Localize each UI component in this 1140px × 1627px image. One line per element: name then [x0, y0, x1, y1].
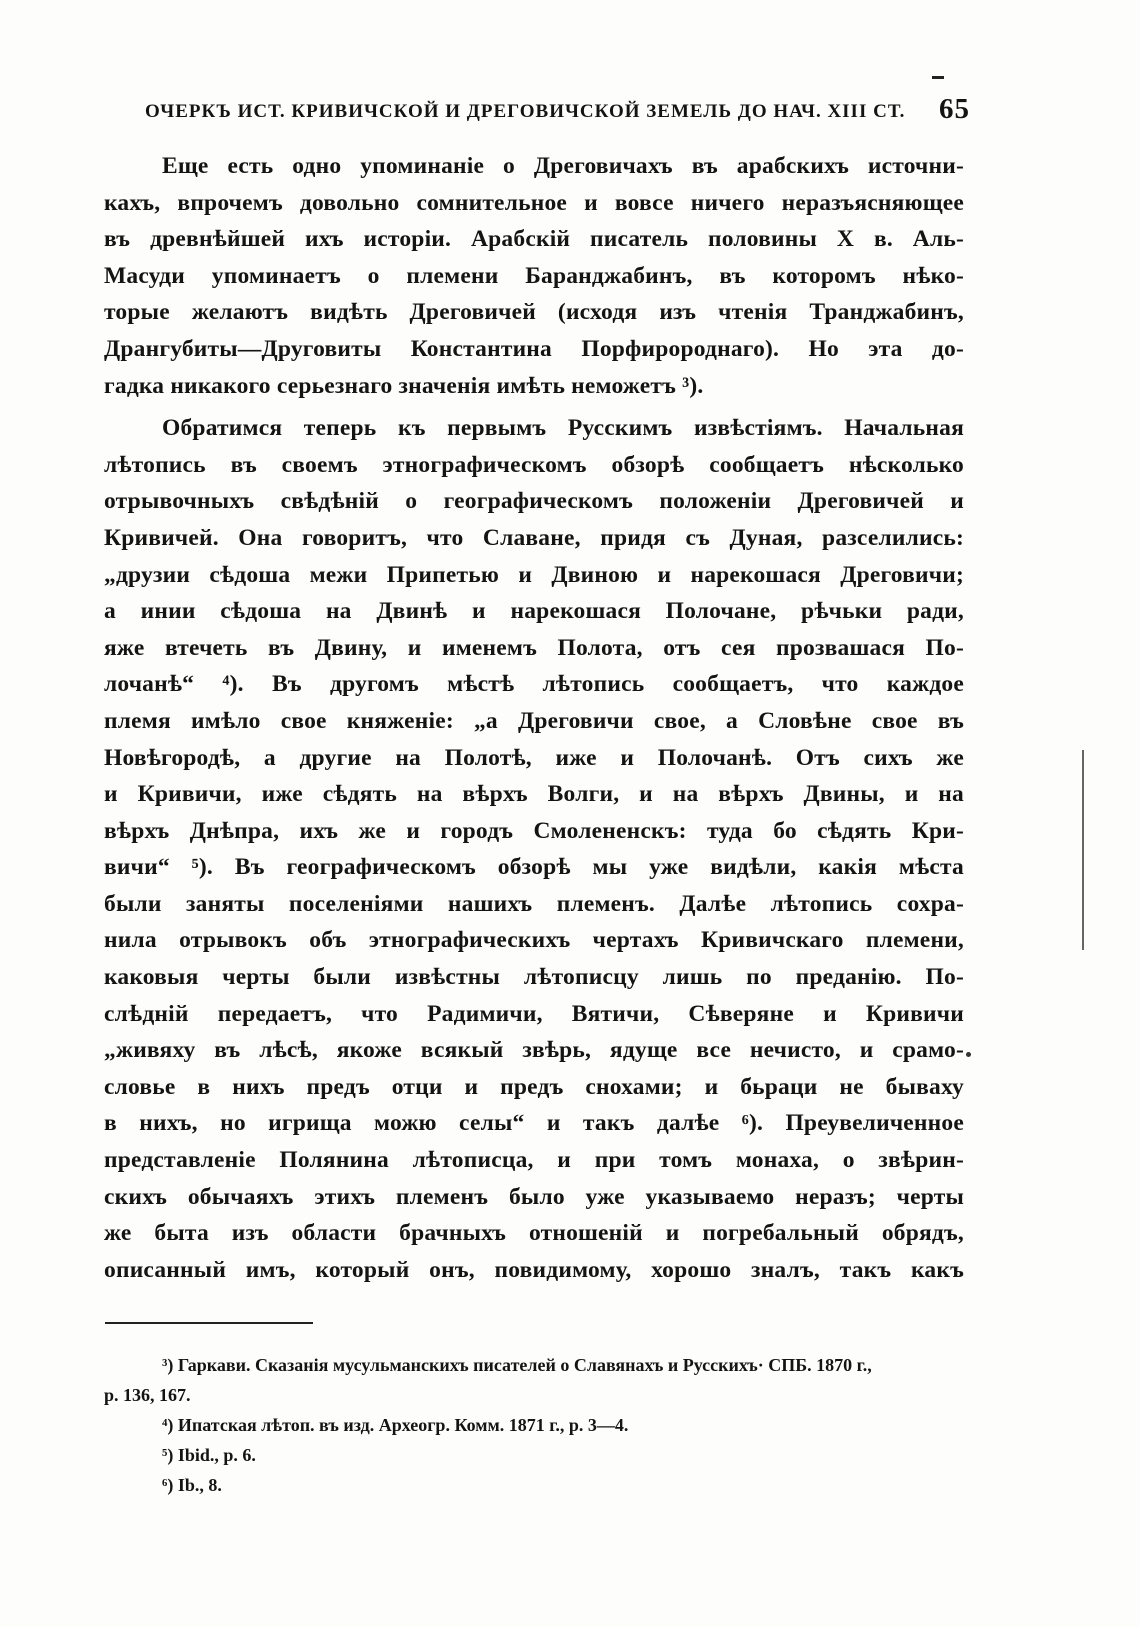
text-line: яже втечеть въ Двину, и именемъ Полота, отъ сея прозвашася По-	[104, 634, 964, 661]
text-line: гадка никакого серьезнаго значенія имѣть неможетъ ³).	[104, 372, 704, 399]
text-line: торые желаютъ видѣть Дреговичей (исходя изъ чтенія Транджабинъ,	[104, 299, 964, 326]
footnote: ³) Гаркави. Сказанія мусульманскихъ писателей о Славянахъ и Русскихъ· СПБ. 1870 г.,	[162, 1355, 872, 1375]
footnote-separator	[105, 1322, 313, 1324]
footnote: ⁵) Ibid., р. 6.	[162, 1445, 256, 1465]
text-line: Масуди упоминаетъ о племени Баранджабинъ, въ которомъ нѣко-	[104, 262, 964, 289]
text-line: „живяху въ лѣсѣ, якоже всякый звѣрь, ядуще все нечисто, и срамо-	[104, 1037, 964, 1064]
text-line: лѣтопись въ своемъ этнографическомъ обзорѣ сообщаетъ нѣсколько	[104, 451, 964, 478]
text-line: в нихъ, но игрища можю селы“ и такъ далѣе ⁶). Преувеличенное	[104, 1110, 964, 1137]
text-line: вичи“ ⁵). Въ географическомъ обзорѣ мы уже видѣли, какія мѣста	[104, 854, 964, 881]
main-text	[104, 148, 964, 1288]
text-line: Кривичей. Она говоритъ, что Славане, придя съ Дуная, разселились:	[104, 524, 964, 551]
footnote: ⁶) Ib., 8.	[162, 1475, 222, 1495]
footnote-continuation: р. 136, 167.	[104, 1385, 191, 1405]
text-line: „друзии сѣдоша межи Припетью и Двиною и нарекошася Дреговичи;	[104, 561, 964, 588]
margin-mark	[932, 76, 944, 79]
margin-line	[1082, 750, 1084, 950]
text-line: Еще есть одно упоминаніе о Дреговичахъ въ арабскихъ источни-	[162, 153, 964, 179]
text-line: описанный имъ, который онъ, повидимому, хорошо зналъ, такъ какъ	[104, 1256, 964, 1283]
text-line: нила отрывокъ объ этнографическихъ чертахъ Кривичскаго племени,	[104, 927, 964, 954]
text-line: Обратимся теперь къ первымъ Русскимъ извѣстіямъ. Начальная	[162, 415, 964, 442]
ink-dot	[966, 1052, 971, 1057]
running-title: ОЧЕРКЪ ИСТ. КРИВИЧСКОЙ И ДРЕГОВИЧСКОЙ ЗЕМЕЛЬ ДО НАЧ. XIII СТ.	[145, 101, 906, 122]
paragraph-2	[104, 410, 964, 1288]
text-line: скихъ обычаяхъ этихъ племенъ было уже указываемо неразъ; черты	[104, 1183, 964, 1210]
text-line: и Кривичи, иже сѣдять на вѣрхъ Волги, и на вѣрхъ Двины, и на	[104, 781, 964, 808]
footnote: ⁴) Ипатская лѣтоп. въ изд. Археогр. Комм. 1871 г., р. 3—4.	[162, 1415, 629, 1435]
text-line: слѣдній передаетъ, что Радимичи, Вятичи, Сѣверяне и Кривичи	[104, 1000, 964, 1027]
footnotes	[104, 1350, 964, 1500]
text-line: а инии сѣдоша на Двинѣ и нарекошася Полочане, рѣчьки ради,	[104, 598, 964, 625]
text-line: Дрангубиты—Друговиты Константина Порфиророднаго). Но эта до-	[104, 335, 964, 362]
running-header	[140, 93, 970, 133]
text-line: въ древнѣйшей ихъ исторіи. Арабскій писатель половины X в. Аль-	[104, 226, 964, 253]
text-line: были заняты поселеніями нашихъ племенъ. Далѣе лѣтопись сохра-	[104, 890, 964, 917]
text-line: племя имѣло свое княженіе: „а Дреговичи свое, а Словѣне свое въ	[104, 707, 964, 734]
text-line: вѣрхъ Днѣпра, ихъ же и городъ Смолененскъ: туда бо сѣдять Кри-	[104, 817, 964, 844]
text-line: кахъ, впрочемъ довольно сомнительное и вовсе ничего неразъясняющее	[104, 189, 964, 216]
page-number: 65	[939, 93, 970, 125]
text-line: каковыя черты были извѣстны лѣтописцу лишь по преданію. По-	[104, 964, 964, 991]
text-line: Новѣгородѣ, а другие на Полотѣ, иже и Полочанѣ. Отъ сихъ же	[104, 744, 964, 771]
text-line: словье в нихъ предъ отци и предъ снохами; и бьраци не бываху	[104, 1073, 964, 1100]
text-line: же быта изъ области брачныхъ отношеній и погребальный обрядъ,	[104, 1220, 964, 1247]
paragraph-1	[104, 148, 964, 404]
text-line: представленіе Полянина лѣтописца, и при томъ монаха, о звѣрин-	[104, 1147, 964, 1174]
text-line: отрывочныхъ свѣдѣній о географическомъ положеніи Дреговичей и	[104, 488, 964, 515]
text-line: лочанѣ“ ⁴). Въ другомъ мѣстѣ лѣтопись сообщаетъ, что каждое	[104, 671, 964, 698]
